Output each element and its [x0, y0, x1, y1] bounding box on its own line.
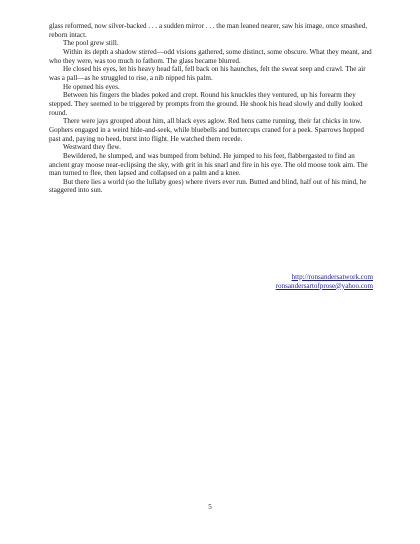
contact-links — [276, 273, 373, 290]
paragraph: Within its depth a shadow stirred—odd visions gathered, some distinct, some obscure. What they meant, and who they were, was too much to fathom. The glass became blurred. — [49, 47, 372, 65]
paragraph: glass reformed, now silver-backed . . . a sudden mirror . . . the man leaned nearer, saw his image, once smashed, reborn intact. — [49, 22, 368, 39]
email-link[interactable]: ronsandersartofprose@yahoo.com — [275, 281, 373, 290]
paragraph: He closed his eyes, let his heavy head fall, fell back on his haunches, felt the sweat seep and crawl. The air was a pall—as he struggled to rise, a nib nipped his palm. — [49, 65, 366, 82]
paragraph: Bewildered, he slumped, and was bumped from behind. He jumped to his feet, flabbergasted to find an ancient gray moose near-eclipsing the sky, with grit in his snarl and fire in his eye. The old moose took aim. The man turned to flee, then lapsed and collapsed on a palm and a knee. — [49, 151, 368, 178]
paragraph: There were jays grouped about him, all black eyes aglow. Red hens came running, their fat chicks in tow. Gophers engaged in a weird hide-and-seek, while bluebells and buttercups craned for a peek. Sparrows hopped past and, paying no heed, burst into flight. He watched them recede. — [49, 117, 364, 143]
paragraph: Westward they flew. — [63, 143, 121, 152]
body-text — [49, 22, 374, 195]
website-link[interactable]: http://ronsandersatwork.com — [291, 273, 373, 281]
paragraph: He opened his eyes. — [63, 82, 120, 91]
page-number: 5 — [208, 503, 212, 511]
paragraph: The pool grew still. — [63, 39, 119, 48]
paragraph: But there lies a world (so the lullaby goes) where rivers ever run. Butted and blind, half out of his mind, he staggered into sun. — [49, 177, 367, 195]
paragraph: Between his fingers the blades poked and crept. Round his knuckles they ventured, up his forearm they stepped. They seemed to be triggered by prompts from the ground. He shook his head slowly and dully looked round. — [49, 91, 363, 117]
